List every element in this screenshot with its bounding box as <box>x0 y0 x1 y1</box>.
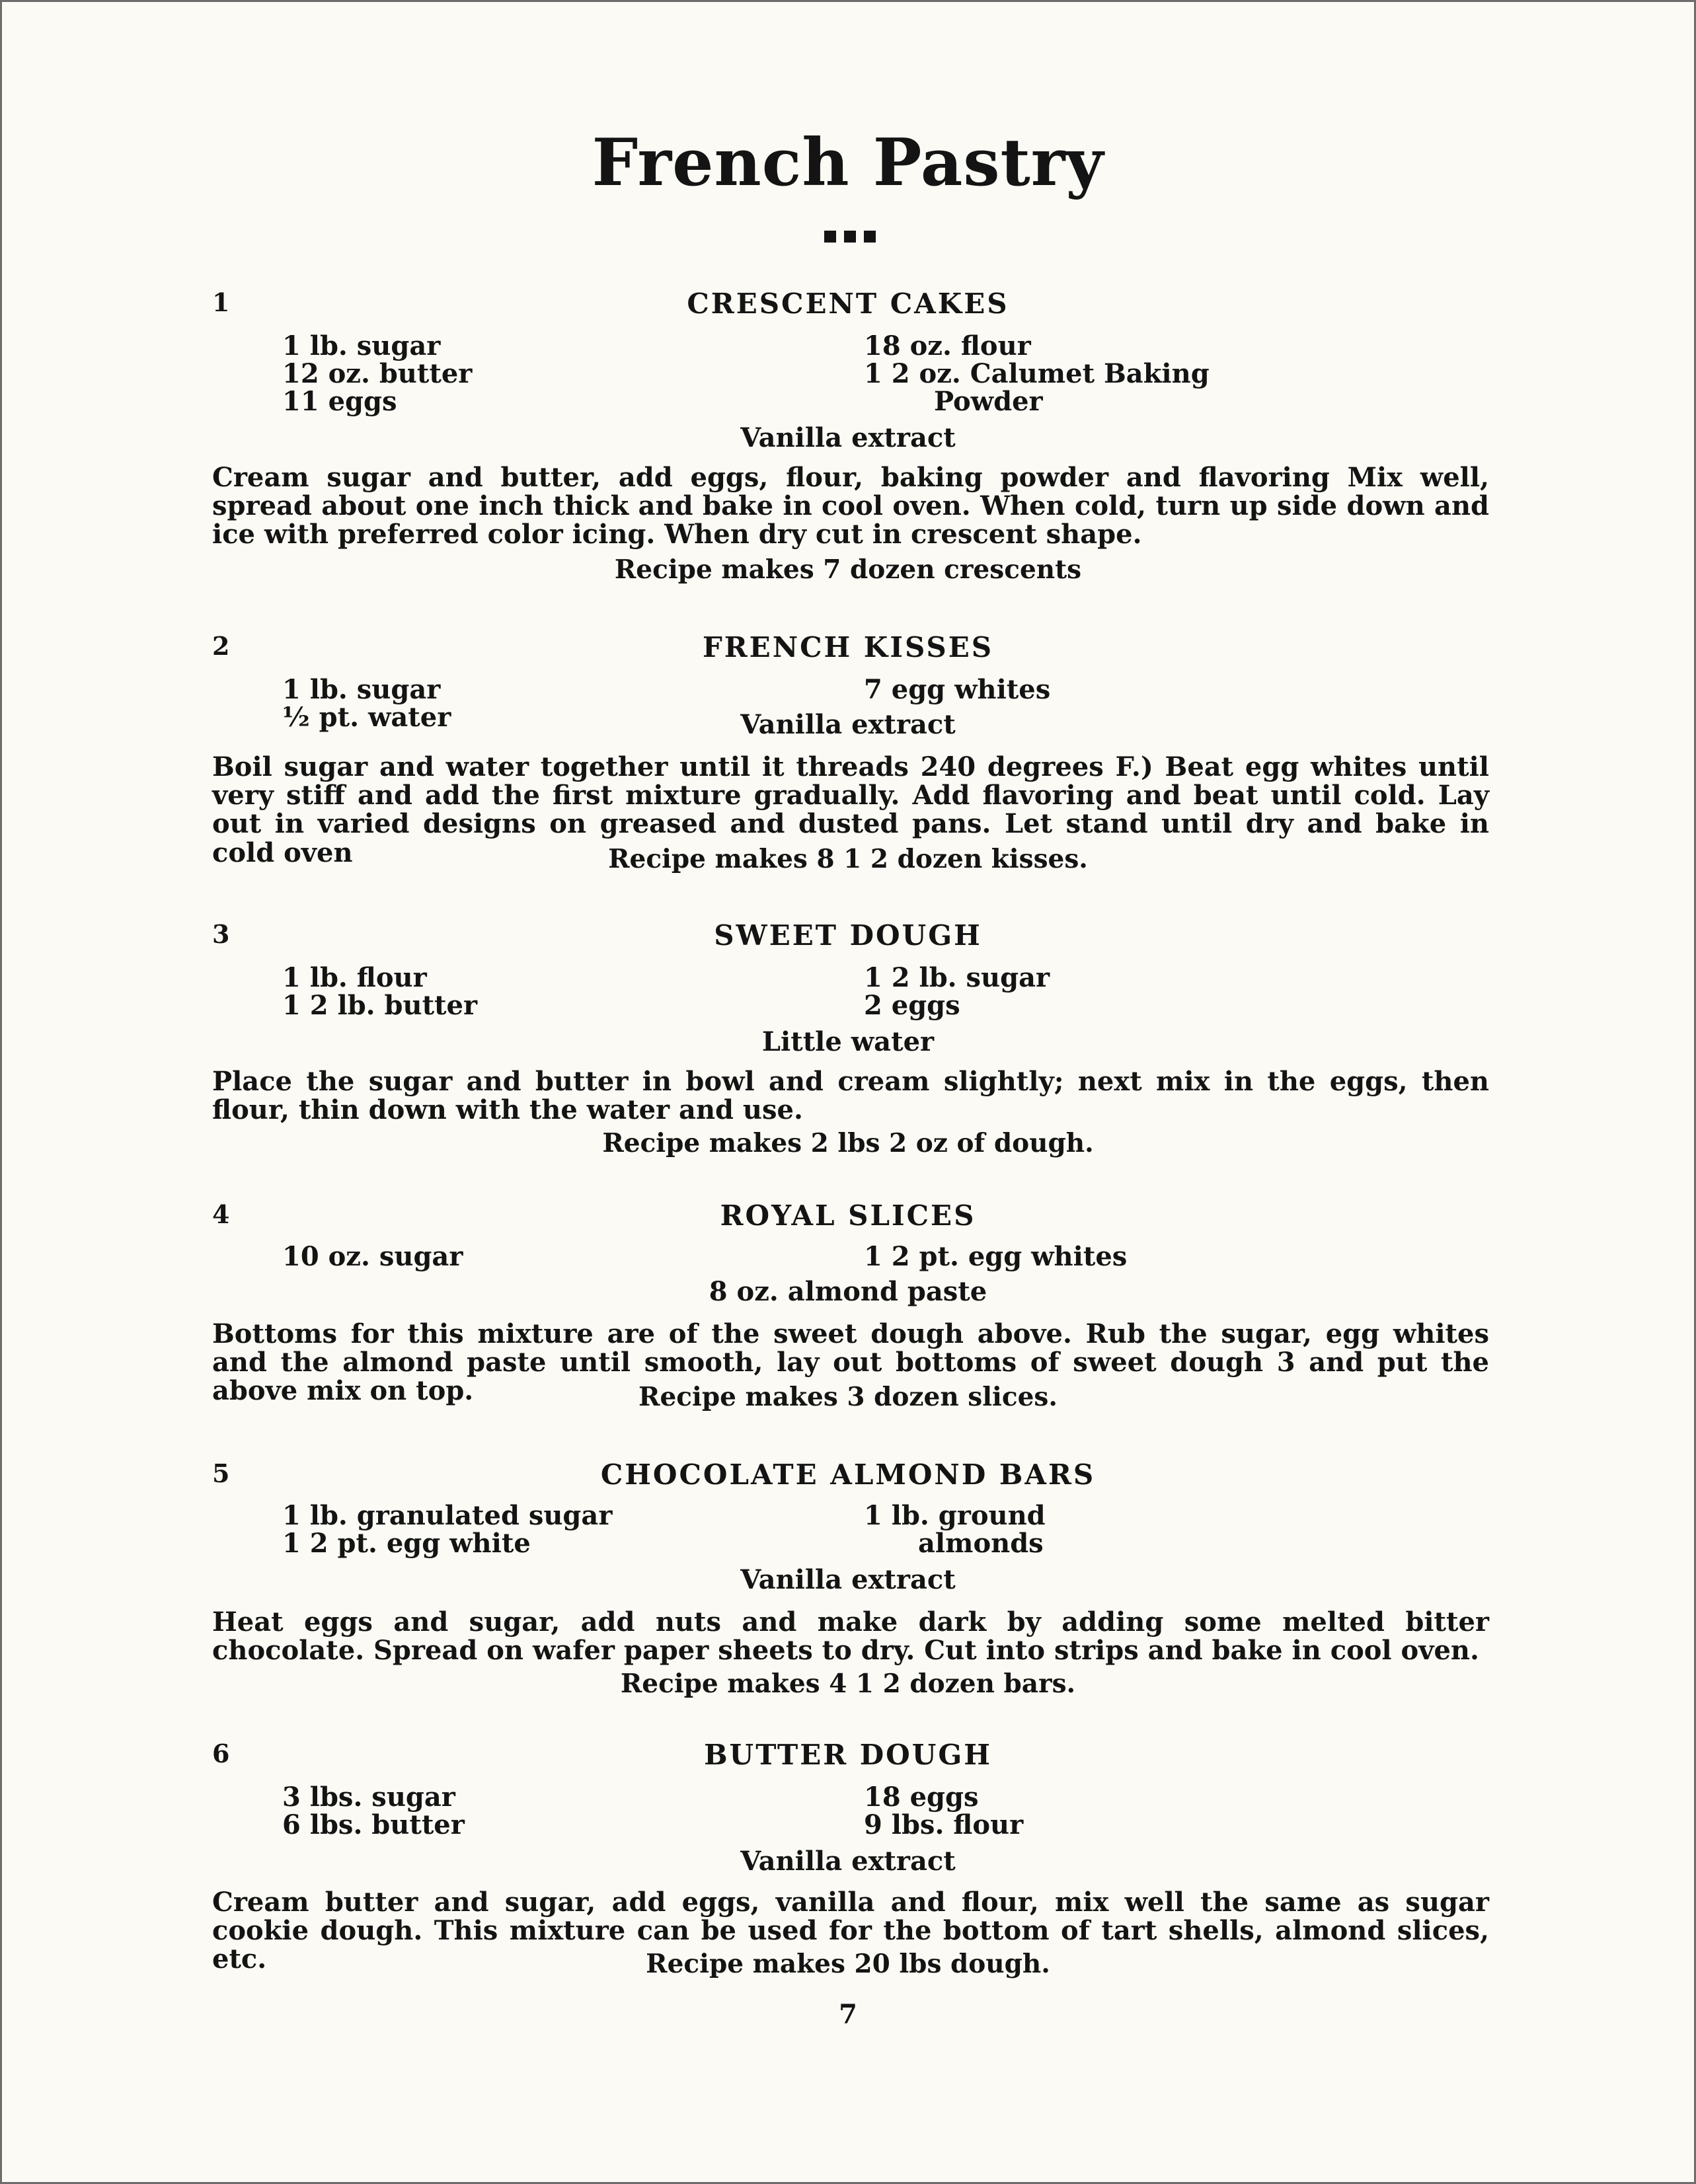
ingredient: 18 eggs <box>864 1782 979 1813</box>
recipe-yield: Recipe makes 20 lbs dough. <box>646 1949 1050 1979</box>
ingredient: 1 2 pt. egg whites <box>864 1241 1128 1272</box>
ingredient: 2 eggs <box>864 990 960 1021</box>
recipe-flavoring: Vanilla extract <box>740 1846 956 1877</box>
recipe-title: CHOCOLATE ALMOND BARS <box>600 1458 1096 1491</box>
ingredient: ½ pt. water <box>282 702 451 733</box>
ingredient: 1 lb. flour <box>282 962 427 993</box>
recipe-title: CRESCENT CAKES <box>687 287 1009 320</box>
ingredient: 9 lbs. flour <box>864 1809 1024 1840</box>
ingredient: 10 oz. sugar <box>282 1241 463 1272</box>
recipe-yield: Recipe makes 8 1 2 dozen kisses. <box>608 844 1088 874</box>
ingredient: 18 oz. flour <box>864 330 1031 361</box>
recipe-instructions: Boil sugar and water together until it threads 240 degrees F.) Beat egg whites until very stiff and add the first mixture gradually. Add flavoring and beat until cold. Lay out in varied designs on greased and dusted pans. Let stand until dry and bake in cold oven <box>212 751 1489 868</box>
recipe-title: SWEET DOUGH <box>714 919 982 952</box>
ornament-square <box>864 231 876 243</box>
page-number: 7 <box>839 1999 857 2030</box>
ingredient: 1 2 lb. butter <box>282 990 478 1021</box>
recipe-instructions: Bottoms for this mixture are of the sweet dough above. Rub the sugar, egg whites and the almond paste until smooth, lay out bottoms of sweet dough 3 and put the above mix on top. <box>212 1318 1489 1407</box>
recipe-number: 6 <box>212 1739 230 1768</box>
recipe-number: 2 <box>212 631 230 661</box>
ingredient: 1 2 pt. egg white <box>282 1528 531 1559</box>
recipe-title: BUTTER DOUGH <box>704 1739 992 1771</box>
recipe-title: FRENCH KISSES <box>702 631 994 663</box>
ingredient: Powder <box>934 386 1043 417</box>
page-title: French Pastry <box>592 125 1104 201</box>
ingredient: 7 egg whites <box>864 674 1051 705</box>
recipe-flavoring: Vanilla extract <box>740 422 956 453</box>
recipe-yield: Recipe makes 2 lbs 2 oz of dough. <box>602 1128 1094 1158</box>
recipe-flavoring: Vanilla extract <box>740 709 956 740</box>
recipe-note: 8 oz. almond paste <box>709 1276 987 1307</box>
recipe-note: Little water <box>761 1026 935 1057</box>
ingredient: 1 lb. granulated sugar <box>282 1500 613 1531</box>
ingredient: 1 2 oz. Calumet Baking <box>864 358 1210 389</box>
recipe-instructions: Cream sugar and butter, add eggs, flour, baking powder and flavoring Mix well, spread about one inch thick and bake in cool oven. When cold, turn up side down and ice with preferred color icing. When dry cut in crescent shape. <box>212 462 1489 550</box>
ingredient: 3 lbs. sugar <box>282 1782 455 1813</box>
recipe-title: ROYAL SLICES <box>720 1199 976 1232</box>
ingredient: 1 2 lb. sugar <box>864 962 1050 993</box>
recipe-number: 3 <box>212 919 230 949</box>
recipe-yield: Recipe makes 3 dozen slices. <box>638 1382 1058 1412</box>
recipe-number: 1 <box>212 287 230 317</box>
ingredient: 1 lb. ground <box>864 1500 1046 1531</box>
recipe-instructions: Place the sugar and butter in bowl and cream slightly; next mix in the eggs, then flour, thin down with the water and use. <box>212 1066 1489 1126</box>
recipe-instructions: Heat eggs and sugar, add nuts and make dark by adding some melted bitter chocolate. Spread on wafer paper sheets to dry. Cut into strips and bake in cool oven. <box>212 1606 1489 1667</box>
recipe-number: 5 <box>212 1458 230 1488</box>
ingredient: 1 lb. sugar <box>282 330 441 361</box>
recipe-yield: Recipe makes 7 dozen crescents <box>614 554 1082 585</box>
recipe-flavoring: Vanilla extract <box>740 1564 956 1595</box>
ingredient: almonds <box>918 1528 1044 1559</box>
ornament-square <box>824 231 836 243</box>
title-ornament <box>824 231 876 243</box>
ingredient: 6 lbs. butter <box>282 1809 465 1840</box>
recipe-instructions: Cream butter and sugar, add eggs, vanilla and flour, mix well the same as sugar cookie dough. This mixture can be used for the bottom of tart shells, almond slices, etc. <box>212 1887 1489 1975</box>
ingredient: 11 eggs <box>282 386 397 417</box>
ingredient: 1 lb. sugar <box>282 674 441 705</box>
ornament-square <box>844 231 856 243</box>
ingredient: 12 oz. butter <box>282 358 473 389</box>
recipe-yield: Recipe makes 4 1 2 dozen bars. <box>620 1669 1076 1699</box>
recipe-number: 4 <box>212 1199 230 1229</box>
